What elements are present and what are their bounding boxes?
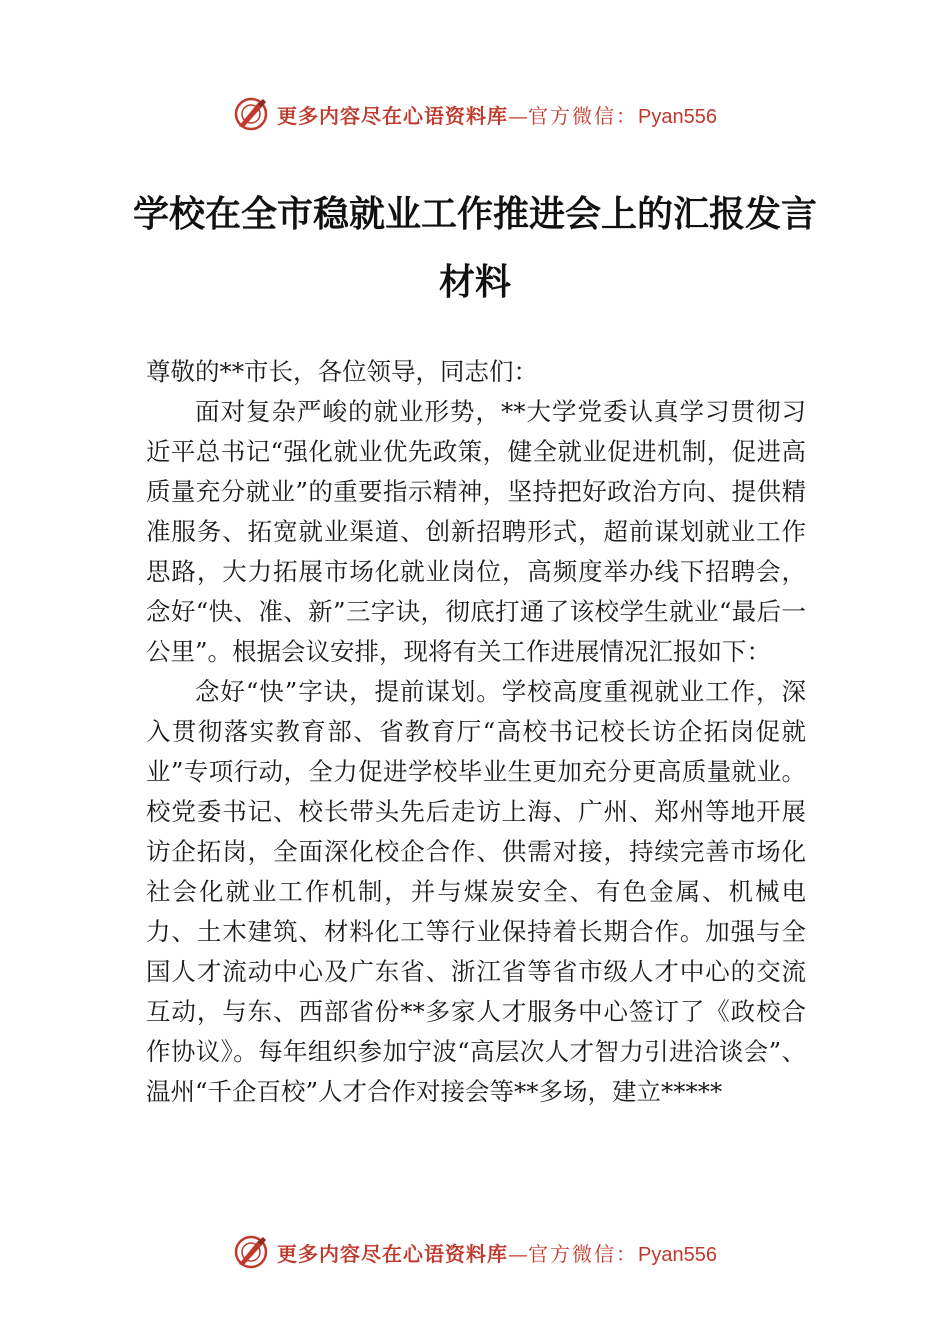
banner-separator: — (508, 1241, 529, 1266)
banner-brand: 更多内容尽在心语资料库 (277, 1241, 509, 1266)
banner-account: Pyan556 (638, 1243, 717, 1266)
salutation: 尊敬的**市长，各位领导，同志们： (146, 357, 538, 386)
banner-separator: — (508, 103, 529, 128)
body-paragraph: 念好“快”字诀，提前谋划。学校高度重视就业工作，深入贯彻落实教育部、省教育厅“高校书记校长访企拓岗促就业”专项行动，全力促进学校毕业生更加充分更高质量就业。校党委书记、校长带头先后走访上海、广州、郑州等地开展访企拓岗，全面深化校企合作、供需对接，持续完善市场化社会化就业工作机制，并与煤炭安全、有色金属、机械电力、土木建筑、材料化工等行业保持着长期合作。加强与全国人才流动中心及广东省、浙江省等省市级人才中心的交流互动，与东、西部省份**多家人才服务中心签订了《政校合作协议》。每年组织参加宁波“高层次人才智力引进洽谈会”、温州“千企百校”人才合作对接会等**多场，建立***** (146, 677, 806, 1106)
banner-text (277, 1238, 717, 1267)
pen-logo-icon (233, 96, 269, 132)
pen-logo-icon (233, 1234, 269, 1270)
banner-brand: 更多内容尽在心语资料库 (277, 103, 509, 128)
body-paragraph: 面对复杂严峻的就业形势，**大学党委认真学习贯彻习近平总书记“强化就业优先政策，健全就业促进机制，促进高质量充分就业”的重要指示精神，坚持把好政治方向、提供精准服务、拓宽就业渠道、创新招聘形式，超前谋划就业工作思路，大力拓展市场化就业岗位，高频度举办线下招聘会，念好“快、准、新”三字诀，彻底打通了该校学生就业“最后一公里”。根据会议安排，现将有关工作进展情况汇报如下： (146, 397, 806, 666)
banner-account: Pyan556 (638, 105, 717, 128)
banner-wechat-label: 官方微信： (528, 1241, 639, 1266)
banner-text (277, 100, 717, 129)
document-body (146, 352, 806, 1112)
footer-banner (0, 1232, 950, 1272)
document-title: 学校在全市稳就业工作推进会上的汇报发言材料 (132, 193, 817, 303)
banner-wechat-label: 官方微信： (528, 103, 639, 128)
header-banner (0, 94, 950, 134)
